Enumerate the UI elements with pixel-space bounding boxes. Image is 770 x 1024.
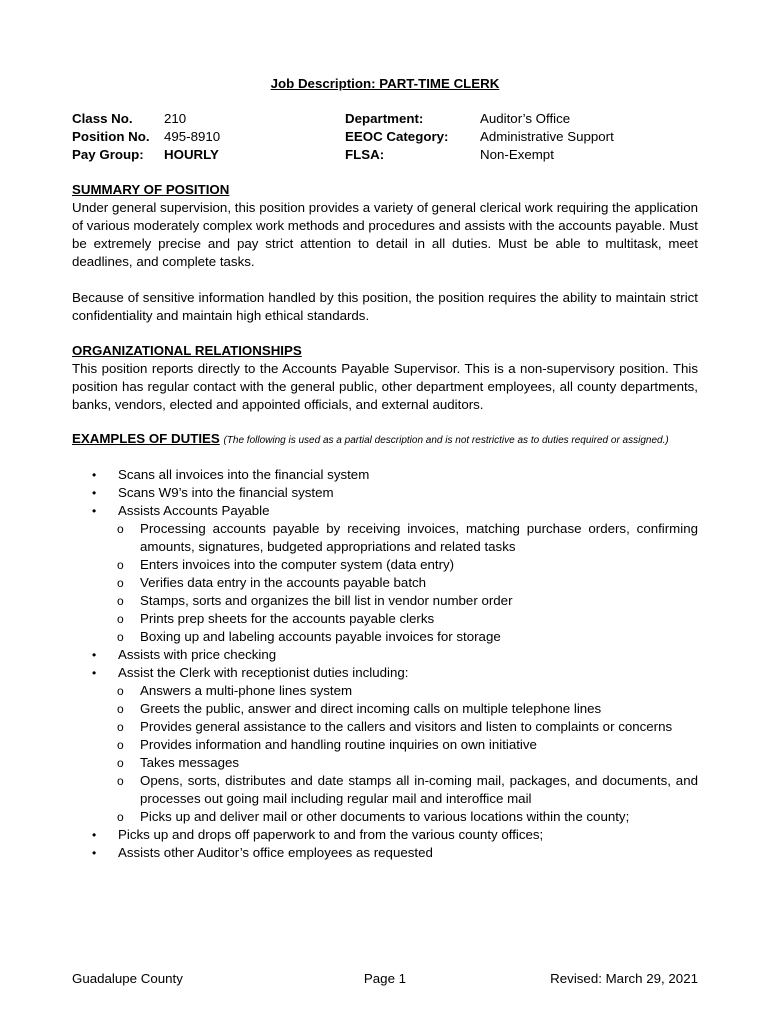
bullet-icon: •	[92, 486, 97, 500]
sub-bullet-icon: o	[117, 612, 124, 626]
sub-bullet-icon: o	[117, 594, 124, 608]
duty-sub-item	[117, 628, 698, 646]
info-row-position-no	[72, 128, 220, 146]
duty-sub-text: Provides information and handling routine inquiries on own initiative	[140, 737, 537, 752]
sub-bullet-icon: o	[117, 522, 124, 536]
info-row-department	[345, 110, 614, 128]
info-value: HOURLY	[164, 147, 219, 162]
info-label: Department:	[345, 111, 424, 126]
duty-sub-text: Picks up and deliver mail or other documents to various locations within the county;	[140, 809, 630, 824]
duty-sub-item	[117, 574, 698, 592]
info-value: 495-8910	[164, 129, 221, 144]
info-value: Non-Exempt	[480, 147, 554, 162]
sub-bullet-icon: o	[117, 558, 124, 572]
info-label: Class No.	[72, 111, 133, 126]
duty-sub-item	[117, 718, 698, 736]
duty-sub-item	[117, 700, 698, 718]
duty-text: Scans W9’s into the financial system	[118, 485, 334, 500]
duty-sub-text: Opens, sorts, distributes and date stamps all in-coming mail, packages, and documents, and processes out going mail including regular mail and interoffice mail	[140, 773, 698, 806]
duty-item	[72, 484, 698, 502]
duty-sub-text: Processing accounts payable by receiving invoices, matching purchase orders, confirming amounts, signatures, budgeted appropriations and related tasks	[140, 521, 698, 554]
sub-bullet-icon: o	[117, 756, 124, 770]
info-block-left	[72, 110, 220, 164]
bullet-icon: •	[92, 666, 97, 680]
duty-item	[72, 646, 698, 664]
org-heading: ORGANIZATIONAL RELATIONSHIPS	[72, 343, 302, 358]
duty-sub-text: Provides general assistance to the callers and visitors and listen to complaints or concerns	[140, 719, 673, 734]
duty-sub-text: Answers a multi-phone lines system	[140, 683, 353, 698]
duty-sub-text: Boxing up and labeling accounts payable invoices for storage	[140, 629, 501, 644]
info-row-pay-group	[72, 146, 220, 164]
duty-sub-text: Greets the public, answer and direct incoming calls on multiple telephone lines	[140, 701, 602, 716]
duty-sub-list	[118, 520, 698, 646]
org-section	[72, 342, 698, 414]
info-value: 210	[164, 111, 187, 126]
duty-sub-text: Verifies data entry in the accounts payable batch	[140, 575, 427, 590]
info-value: Administrative Support	[480, 129, 614, 144]
sub-bullet-icon: o	[117, 774, 124, 788]
duty-sub-item	[117, 736, 698, 754]
info-block-right	[345, 110, 614, 164]
bullet-icon: •	[92, 846, 97, 860]
duty-text: Assists with price checking	[118, 647, 277, 662]
sub-bullet-icon: o	[117, 738, 124, 752]
bullet-icon: •	[92, 468, 97, 482]
duty-sub-item	[117, 808, 698, 826]
duty-sub-text: Prints prep sheets for the accounts payable clerks	[140, 611, 435, 626]
bullet-icon: •	[92, 648, 97, 662]
duty-sub-item	[117, 592, 698, 610]
duty-item	[72, 826, 698, 844]
bullet-icon: •	[92, 828, 97, 842]
duty-item	[72, 502, 698, 646]
info-value: Auditor’s Office	[480, 111, 571, 126]
duty-sub-item	[117, 772, 698, 808]
duties-note: (The following is used as a partial description and is not restrictive as to duties required or assigned.)	[223, 435, 669, 446]
duty-sub-item	[117, 682, 698, 700]
sub-bullet-icon: o	[117, 630, 124, 644]
duties-list	[72, 466, 698, 862]
info-row-eeoc	[345, 128, 614, 146]
duties-heading: EXAMPLES OF DUTIES	[72, 431, 220, 446]
summary-paragraph: Under general supervision, this position provides a variety of general clerical work requiring the application of various moderately complex work methods and procedures and assists with the accounts payable. Must be extremely precise and pay strict attention to detail in all duties. Must be able to multitask, meet deadlines, and complete tasks.	[72, 200, 699, 269]
confidentiality-paragraph: Because of sensitive information handled by this position, the position requires the ability to maintain strict confidentiality and maintain high ethical standards.	[72, 290, 698, 323]
info-row-class-no	[72, 110, 220, 128]
sub-bullet-icon: o	[117, 684, 124, 698]
duty-text: Assist the Clerk with receptionist duties including:	[118, 665, 409, 680]
footer-page-number: Page 1	[363, 971, 407, 986]
bullet-icon: •	[92, 504, 97, 518]
duty-sub-list	[118, 682, 698, 826]
duty-sub-item	[117, 754, 698, 772]
footer-revised-date: Revised: March 29, 2021	[550, 971, 698, 986]
duty-sub-item	[117, 556, 698, 574]
duty-text: Scans all invoices into the financial system	[118, 467, 370, 482]
info-label: Position No.	[72, 129, 150, 144]
duty-sub-item	[117, 610, 698, 628]
duty-sub-text: Enters invoices into the computer system (data entry)	[140, 557, 455, 572]
info-label: Pay Group:	[72, 147, 144, 162]
duty-text: Assists Accounts Payable	[118, 503, 270, 518]
duty-item	[72, 466, 698, 484]
footer-county: Guadalupe County	[72, 971, 183, 986]
duty-item	[72, 844, 698, 862]
sub-bullet-icon: o	[117, 720, 124, 734]
duty-sub-item	[117, 520, 698, 556]
info-row-flsa	[345, 146, 614, 164]
page-title: Job Description: PART-TIME CLERK	[270, 76, 500, 91]
sub-bullet-icon: o	[117, 702, 124, 716]
duty-sub-text: Stamps, sorts and organizes the bill list in vendor number order	[140, 593, 513, 608]
sub-bullet-icon: o	[117, 810, 124, 824]
duty-text: Picks up and drops off paperwork to and from the various county offices;	[118, 827, 544, 842]
info-label: EEOC Category:	[345, 129, 449, 144]
duty-sub-text: Takes messages	[140, 755, 240, 770]
duties-header	[72, 430, 698, 450]
duty-item	[72, 664, 698, 826]
summary-heading: SUMMARY OF POSITION	[72, 182, 230, 197]
summary-section	[72, 181, 698, 325]
duty-text: Assists other Auditor’s office employees as requested	[118, 845, 433, 860]
sub-bullet-icon: o	[117, 576, 124, 590]
org-paragraph: This position reports directly to the Accounts Payable Supervisor. This is a non-supervisory position. This position has regular contact with the general public, other department employees, all county departments, banks, vendors, elected and appointed officials, and external auditors.	[72, 361, 698, 412]
info-label: FLSA:	[345, 147, 385, 162]
page-footer	[72, 970, 698, 988]
